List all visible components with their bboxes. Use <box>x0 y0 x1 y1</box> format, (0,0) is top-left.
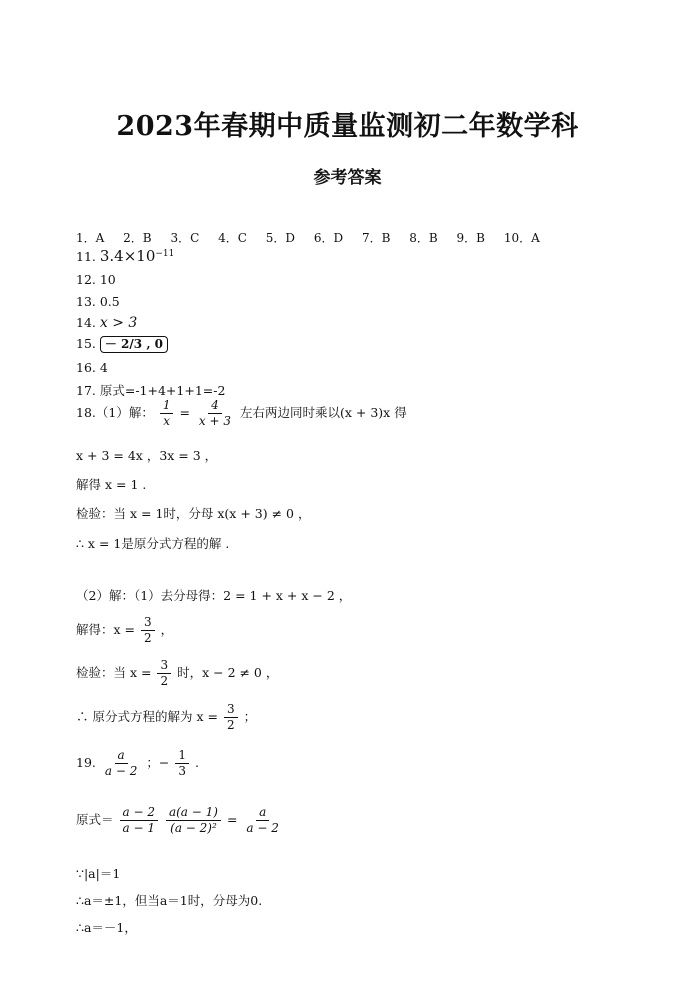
mc-answer: 8．B <box>409 231 438 245</box>
fraction-three-halves: $\frac{3}{2}$ <box>224 702 238 733</box>
q19-fraction-5: $\frac{a}{a - 2}$ <box>246 805 279 835</box>
answer-q19-line3: ∵|a|＝1 <box>76 866 121 881</box>
mc-answer: 4．C <box>218 231 247 245</box>
q14-value: x > 3 <box>99 315 138 331</box>
answer-q15 <box>76 336 168 353</box>
answer-q17: 17. 原式=-1+4+1+1=-2 <box>76 383 226 398</box>
q19-fraction-2: $\frac{1}{3}$ <box>175 748 189 779</box>
q14-number: 14. <box>76 315 96 330</box>
answer-q12: 12. 10 <box>76 272 116 287</box>
answer-q18-line5: ∴ x = 1是原分式方程的解 . <box>76 536 230 551</box>
q19-fraction-3: $\frac{a - 2}{a - 1}$ <box>120 805 158 836</box>
answer-q18-part2-line2: 解得：x = $\frac{3}{2}$ ， <box>76 615 174 645</box>
q18-fraction-1: $\frac{1}{x}$ <box>160 398 174 429</box>
mc-answer: 7．B <box>361 231 391 245</box>
q19-fraction-4: $\frac{a(a - 1)}{\text{(a − 2)²}}$ <box>166 805 221 836</box>
q11-value: 3.4×10 <box>99 247 156 265</box>
answer-q19-line4: ∴a＝±1，但当a＝1时，分母为0. <box>76 893 263 908</box>
answer-q18-part2-line1: （2）解：（1）去分母得：2 = 1 + x + x − 2 ， <box>76 588 352 603</box>
q18-fraction-2: $\frac{4}{x + 3}$ <box>198 398 232 428</box>
q19-fraction-1: $\frac{a}{a - 2}$ <box>104 748 138 778</box>
mc-answer: 3．C <box>170 231 200 245</box>
mc-answer: 10．A <box>503 231 540 245</box>
multiple-choice-answers <box>76 229 555 246</box>
fraction-three-halves: $\frac{3}{2}$ <box>157 658 171 689</box>
q18-line1-tail: 左右两边同时乘以(x + 3)x 得 <box>240 405 407 420</box>
answer-q11 <box>76 247 174 265</box>
answer-q13: 13. 0.5 <box>76 294 120 309</box>
answer-q19-line1: 19. $\frac{a}{a - 2}$ ；− $\frac{1}{3}$ . <box>76 748 199 778</box>
answer-q19-line5: ∴a＝－1， <box>76 920 137 935</box>
q19-number: 19. <box>76 755 96 770</box>
answer-q14 <box>76 315 137 331</box>
q11-exponent: −11 <box>155 248 175 259</box>
mc-answer: 2．B <box>123 231 152 245</box>
answer-q18-part2-line3: 检验：当 x = $\frac{3}{2}$ 时，x − 2 ≠ 0 ， <box>76 658 279 688</box>
answer-q18-line2: x + 3 = 4x ，3x = 3 ， <box>76 448 218 463</box>
answer-q19-line2: 原式＝ $\frac{a - 2}{a - 1}$ $\frac{a(a - 1)}{\text{(a − 2)²}}$ = $\frac{a}{a - 2}$ <box>76 805 284 836</box>
q15-number: 15. <box>76 336 96 351</box>
answer-q18-line3: 解得 x = 1 . <box>76 477 147 492</box>
mc-answer: 5．D <box>265 231 296 245</box>
answer-q18-part2-line4: ∴ 原分式方程的解为 x = $\frac{3}{2}$ ； <box>76 702 257 732</box>
answer-q18-line4: 检验：当 x = 1时，分母 x(x + 3) ≠ 0 ， <box>76 506 311 521</box>
q11-number: 11. <box>76 249 96 264</box>
q15-value: － 2/3 , 0 <box>100 336 168 353</box>
answer-q18-line1: 18.（1）解： $\frac{1}{x}$ = $\frac{4}{x + 3}$ 左右两边同时乘以(x + 3)x 得 <box>76 398 407 428</box>
page-title: 2023年春期中质量监测初二年数学科 <box>116 111 579 142</box>
page-subtitle: 参考答案 <box>313 168 382 188</box>
mc-answer: 6．D <box>313 231 344 245</box>
mc-answer: 1．A <box>76 231 105 245</box>
mc-answer: 9．B <box>456 231 485 245</box>
q18-label: 18.（1）解： <box>76 405 154 420</box>
answer-q16: 16. 4 <box>76 360 108 375</box>
fraction-three-halves: $\frac{3}{2}$ <box>141 615 155 646</box>
